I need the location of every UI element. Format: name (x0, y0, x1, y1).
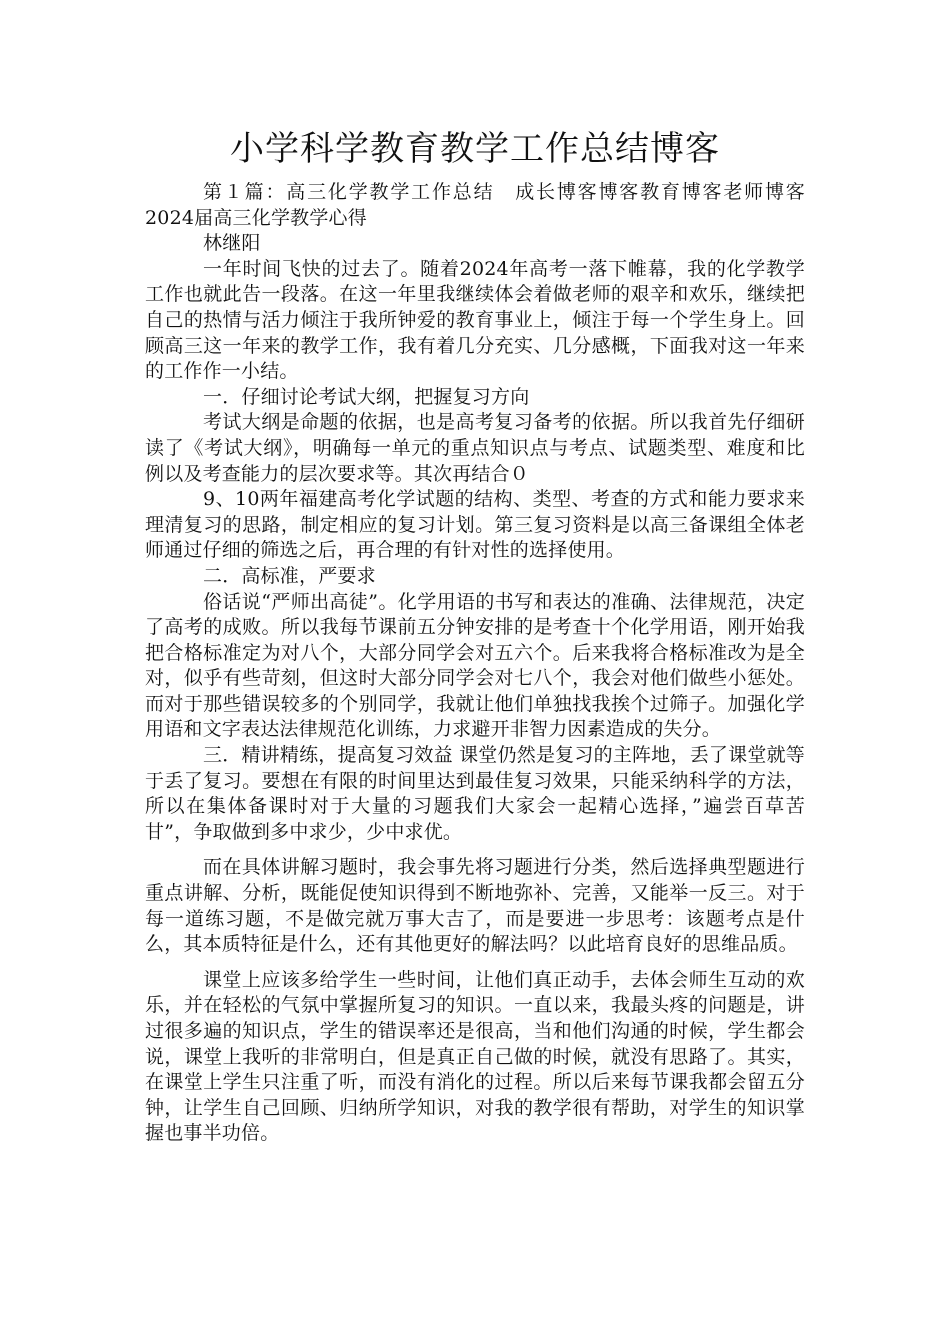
section-heading-1: 一．仔细讨论考试大纲，把握复习方向 (203, 385, 530, 408)
section-heading-3-paragraph: 三．精讲精练，提高复习效益 课堂仍然是复习的主阵地，丢了课堂就等于丢了复习。要想在有限的时间里达到最佳复习效果，只能采纳科学的方法，所以在集体备课时对于大量的习题我们大家会一起精心选择，”遍尝百草苦甘”，争取做到多中求少，少中求优。 (145, 744, 805, 843)
article-subtitle: 第１篇：高三化学教学工作总结 成长博客博客教育博客老师博客2024届高三化学教学心得 (145, 181, 805, 229)
paragraph-review-plan: 9、10两年福建高考化学试题的结构、类型、考查的方式和能力要求来理清复习的思路，制定相应的复习计划。第三复习资料是以高三备课组全体老师通过仔细的筛选之后，再合理的有针对性的选择使用。 (145, 488, 805, 562)
section-heading-2: 二．高标准，严要求 (203, 564, 376, 587)
paragraph-exercise-explanation: 而在具体讲解习题时，我会事先将习题进行分类，然后选择典型题进行重点讲解、分析，既能促使知识得到不断地弥补、完善，又能举一反三。对于每一道练习题，不是做完就万事大吉了，而是要进一步思考：该题考点是什么，其本质特征是什么，还有其他更好的解法吗？以此培育良好的思维品质。 (145, 856, 805, 956)
paragraph-intro: 一年时间飞快的过去了。随着2024年高考一落下帷幕，我的化学教学工作也就此告一段落。在这一年里我继续体会着做老师的艰辛和欢乐，继续把自己的热情与活力倾注于我所钟爱的教育事业上，倾注于每一个学生身上。回顾高三这一年来的教学工作，我有着几分充实、几分感概，下面我对这一年来的工作作一小结。 (145, 257, 805, 383)
paragraph-high-standards: 俗话说“严师出高徒”。化学用语的书写和表达的准确、法律规范，决定了高考的成败。所以我每节课前五分钟安排的是考查十个化学用语，刚开始我把合格标准定为对八个，大部分同学会对五六个。后来我将合格标准改为是全对，似乎有些苛刻，但这时大部分同学会对七八个，我会对他们做些小惩处。而对于那些错误较多的个别同学，我就让他们单独找我挨个过筛子。加强化学用语和文字表达法律规范化训练，力求避开非智力因素造成的失分。 (145, 590, 805, 741)
paragraph-exam-outline: 考试大纲是命题的依据，也是高考复习备考的依据。所以我首先仔细研读了《考试大纲》，明确每一单元的重点知识点与考点、试题类型、难度和比例以及考查能力的层次要求等。其次再结合０ (145, 411, 805, 485)
paragraph-classroom-time: 课堂上应该多给学生一些时间，让他们真正动手，去体会师生互动的欢乐，并在轻松的气氛中掌握所复习的知识。一直以来，我最头疼的问题是，讲过很多遍的知识点，学生的错误率还是很高，当和他们沟通的时候，学生都会说，课堂上我听的非常明白，但是真正自己做的时候，就没有思路了。其实，在课堂上学生只注重了听，而没有消化的过程。所以后来每节课我都会留五分钟，让学生自己回顾、归纳所学知识，对我的教学很有帮助，对学生的知识掌握也事半功倍。 (145, 968, 805, 1145)
document-title: 小学科学教育教学工作总结博客 (230, 129, 720, 169)
author-name: 林继阳 (203, 232, 261, 255)
document-body (145, 122, 805, 1147)
